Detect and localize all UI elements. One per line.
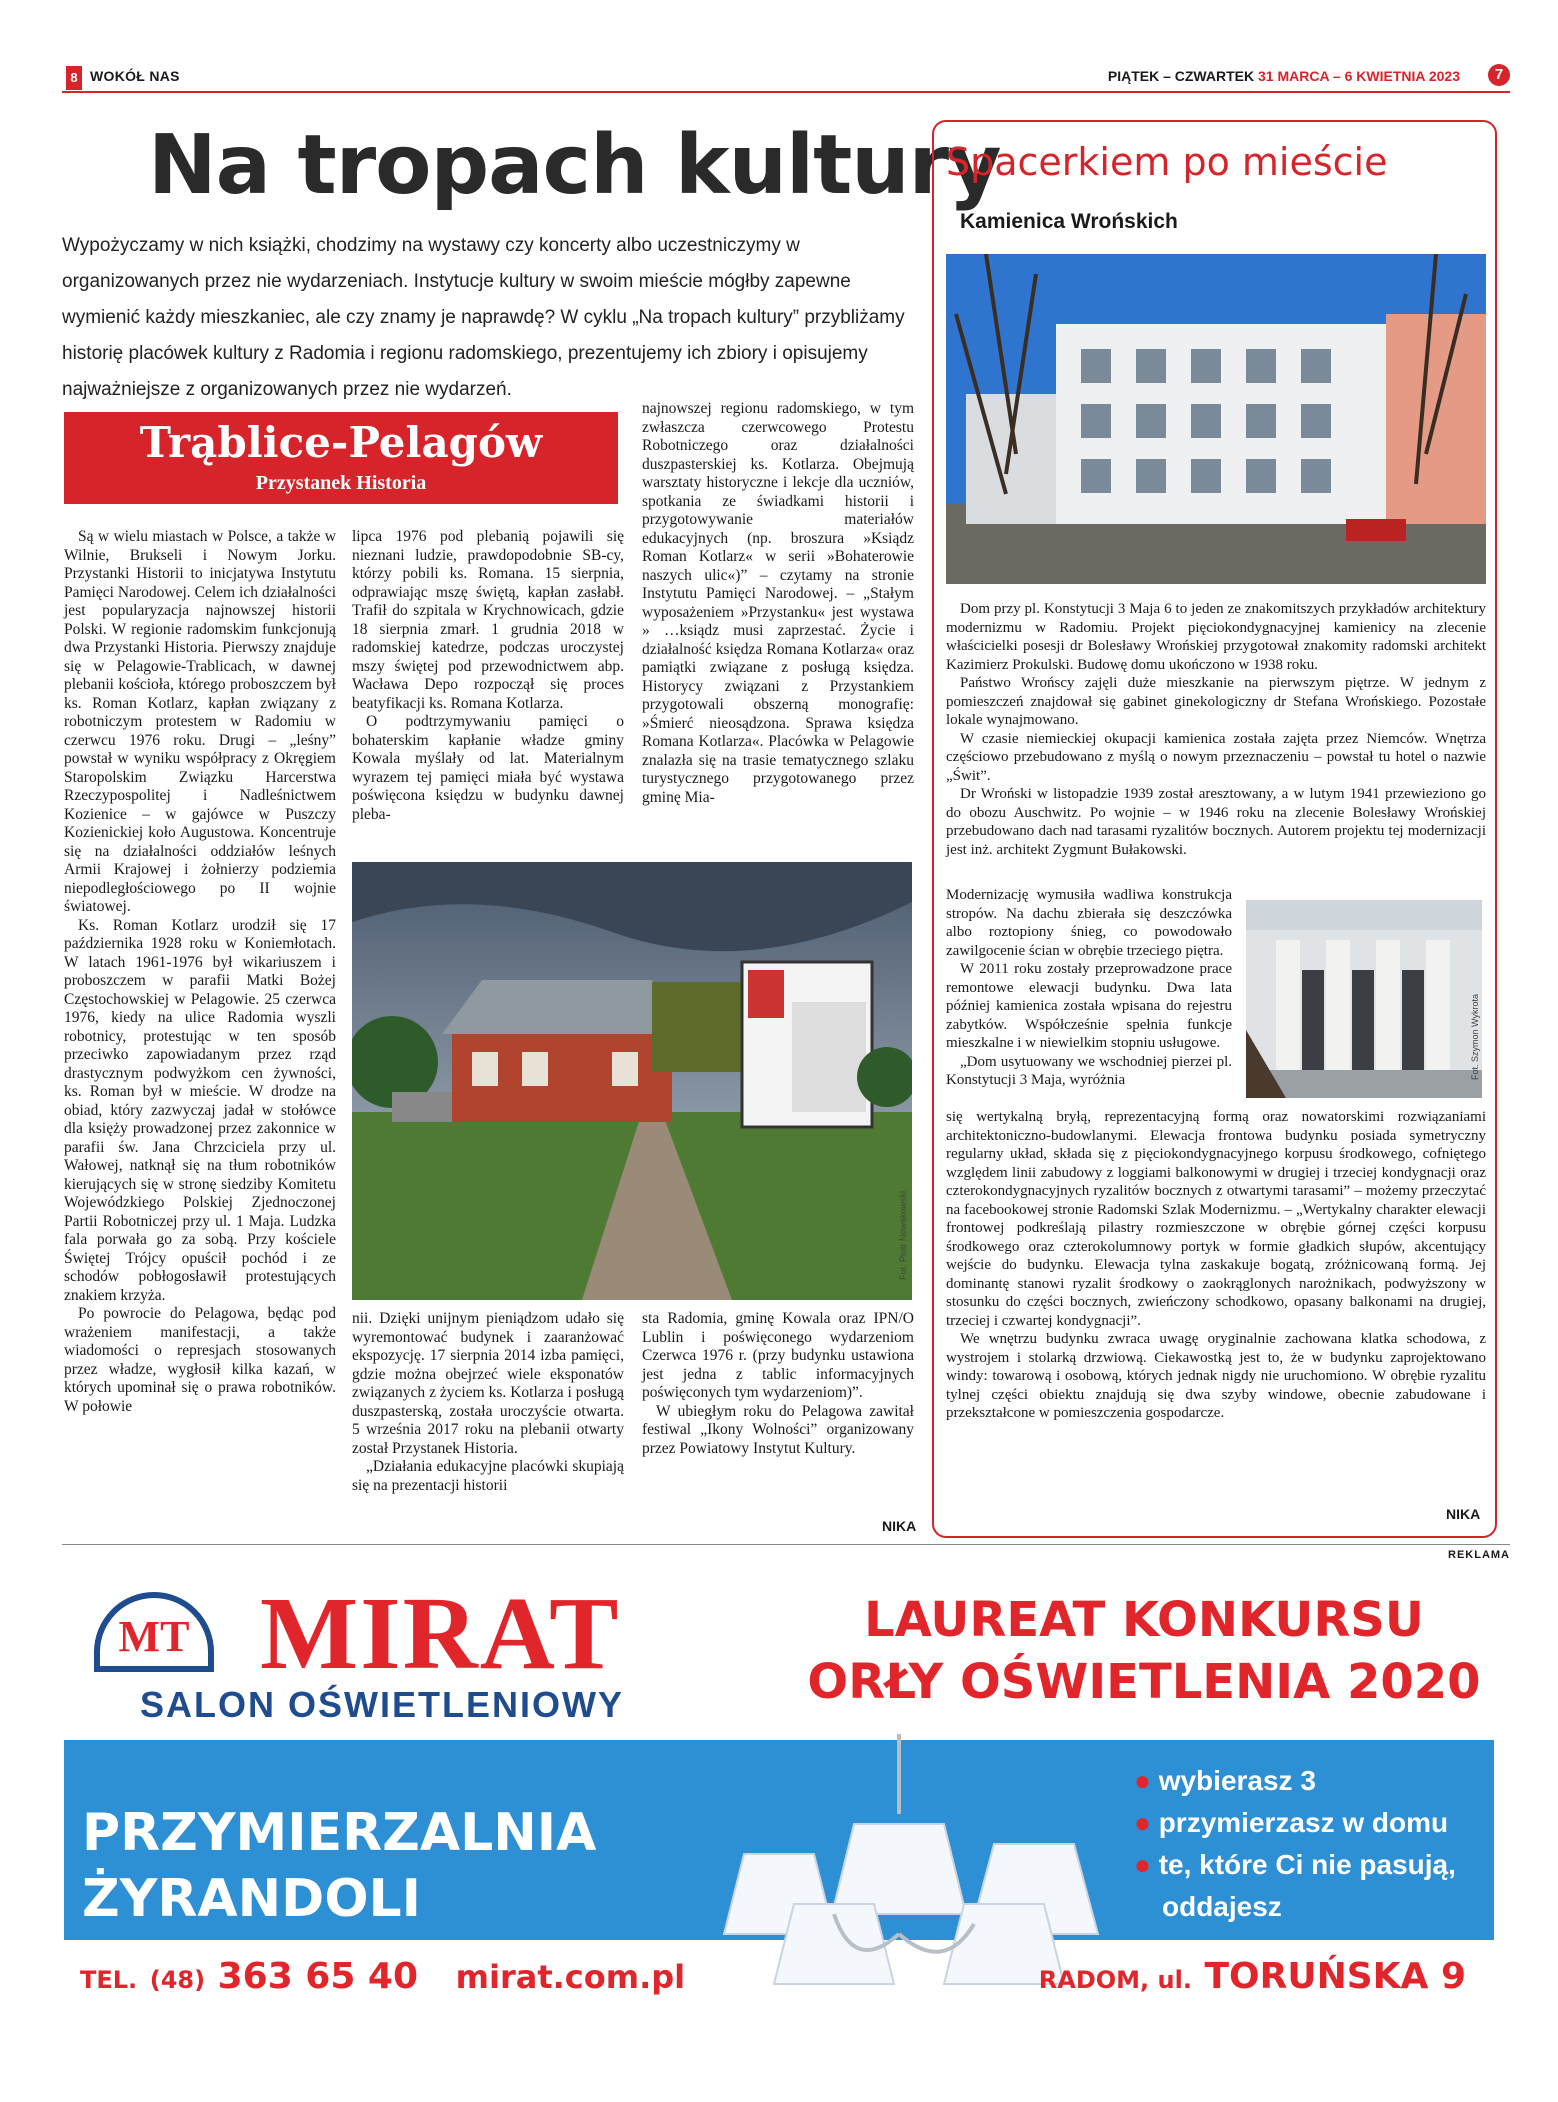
mirat-advert: [64, 1574, 1494, 2006]
article-column-2-top: [352, 528, 624, 824]
page-number: 8: [66, 66, 82, 90]
page-headline: Na tropach kultury: [148, 118, 1001, 213]
mirat-logo: MT: [94, 1592, 214, 1672]
section-name: WOKÓŁ NAS: [90, 68, 180, 84]
article-column-3-bottom: [642, 1310, 914, 1458]
sidebar-paragraph: We wnętrzu budynku zwraca uwagę oryginalnie zachowana klatka schodowa, z wystrojem i stolarką drzwiową. Ciekawostką jest to, że w budynku zaprojektowano windy: towarową i osobową, których jednak nigdy nie uruchomiono. W obrębie ryzalitu tylnej części obiektu znajdują się dwa szyby windowe, obecnie zabudowane i przekształcone w pomieszczenia gospodarcze.: [946, 1331, 1486, 1421]
date-range: 31 MARCA – 6 KWIETNIA 2023: [1257, 68, 1460, 84]
article-paragraph: Ks. Roman Kotlarz urodził się 17 października 1928 roku w Koniemłotach. W latach 1961-1976 był wikariuszem i proboszczem w parafii Matki Bożej Częstochowskiej w Pelagowie. 25 czerwca 1976, kiedy na ulice Radomia wyszli robotnicy, protestując w ten sposób przeciwko zapowiadanym przez rząd drastycznym podwyżkom cen żywności, ks. Roman był w mieście. W drodze na obiad, który zazwyczaj jadał w stołówce dla księży prowadzonej przez zakonnice w parafii św. Jana Chrzciciela przy ul. Wałowej, natknął się na tłum robotników kierujących się w stronę siedziby Komitetu Wojewódzkiego Polskiej Zjednoczonej Partii Robotniczej przy ul. 1 Maja. Ludzka fala porwała go za sobą. Przy kościele Świętej Trójcy opuścił pochód i ze schodów pobłogosławił protestujących znakiem krzyża.: [64, 916, 336, 1304]
article-column-1: [64, 528, 336, 1416]
article-paragraph: „Działania edukacyjne placówki skupiają się na prezentacji historii: [352, 1458, 624, 1494]
headline-line-2: ŻYRANDOLI: [82, 1869, 422, 1929]
award-line-2: ORŁY OŚWIETLENIA 2020: [807, 1654, 1481, 1710]
sidebar-text-bottom: [946, 1108, 1486, 1423]
sidebar-paragraph: „Dom usytuowany we wschodniej pierzei pl. Konstytucji 3 Maja, wyróżnia: [946, 1053, 1232, 1088]
advert-bullets: [1134, 1760, 1456, 1928]
bullet-item: [1134, 1886, 1456, 1928]
sidebar-paragraph: Dr Wroński w listopadzie 1939 został aresztowany, a w lutym 1941 przewieziono go do obozu Auschwitz. Po wojnie – w 1946 roku na zlecenie Bolesławy Wrońskiej przebudowano dach nad tarasami ryzalitów bocznych. Autorem projektu tej modernizacji jest inż. architekt Zygmunt Bułakowski.: [946, 786, 1486, 858]
address-street: TORUŃSKA 9: [1204, 1956, 1466, 1997]
sidebar-text-middle: [946, 886, 1232, 1090]
bullet-text: te, które Ci nie pasują,: [1158, 1849, 1456, 1880]
kamienica-entrance-photo: [1246, 900, 1482, 1098]
article-paragraph: O podtrzymywaniu pamięci o bohaterskim kapłanie władze gminy Kowala myślały od lat. Materialnym wyrazem tej pamięci miała być wystawa poświęcona księdzu w budynku dawnej pleba-: [352, 713, 624, 823]
bullet-text: oddajesz: [1162, 1891, 1282, 1922]
tel-prefix: TEL.: [80, 1966, 138, 1994]
advert-contact: [80, 1956, 685, 1997]
sidebar-paragraph: Dom przy pl. Konstytucji 3 Maja 6 to jeden ze znakomitszych przykładów architektury modernizmu w Radomiu. Projekt pięciokondygnacyjnej kamienicy na zlecenie właścicielki posesji dr Bolesławy Wrońskiej przygotował znakomity radomski architekt Kazimierz Prokulski. Budowę domu ukończono w 1938 roku.: [946, 601, 1486, 673]
advert-headline: [82, 1800, 596, 1932]
entrance-photo-image: [1246, 900, 1482, 1098]
article-subtitle: Przystanek Historia: [255, 472, 427, 494]
address-prefix: RADOM, ul.: [1038, 1966, 1192, 1994]
article-title: Trąblice-Pelagów: [139, 418, 543, 467]
bullet-item: ● przymierzasz w domu: [1134, 1807, 1449, 1838]
article-paragraph: sta Radomia, gminę Kowala oraz IPN/O Lublin i poświęconego wydarzeniom Czerwca 1976 r. (przy budynku ustawiona jest jedna z tablic informacyjnych poświęconych tym wydarzeniom)”.: [642, 1310, 914, 1401]
advert-address: [1039, 1956, 1466, 1997]
website: mirat.com.pl: [455, 1958, 686, 1996]
article-column-2-bottom: [352, 1310, 624, 1495]
kamienica-photo: [946, 254, 1486, 584]
article-paragraph: lipca 1976 pod plebanią pojawili się nieznani ludzie, prawdopodobnie SB-cy, którzy pobili ks. Romana. 15 sierpnia, odprawiając mszę świętą, kapłan zasłabł. Trafił do szpitala w Krychnowicach, gdzie 18 sierpnia zmarł. 1 grudnia 2018 w radomskiej katedrze, podczas uroczystej mszy świętej pod przewodnictwem abp. Wacława Depo rozpoczął się proces beatyfikacji ks. Romana Kotlarza.: [352, 528, 624, 712]
date-prefix: PIĄTEK – CZWARTEK: [1107, 68, 1258, 84]
award-line-1: LAUREAT KONKURSU: [864, 1592, 1424, 1648]
sidebar-paragraph: W 2011 roku zostały przeprowadzone prace remontowe elewacji budynku. Dwa lata później kamienica została wpisana do rejestru zabytków. Współcześnie spełnia funkcje mieszkalne i w niewielkim stopniu usługowe.: [946, 961, 1232, 1051]
article-paragraph: Są w wielu miastach w Polsce, a także w Wilnie, Brukseli i Nowym Jorku. Przystanki Historii to inicjatywa Instytutu Pamięci Narodowej. Celem ich działalności jest popularyzacja najnowszej historii Polski. W regionie radomskim funkcjonują dwa Przystanki Historia. Pierwszy znajduje się w Pelagowie-Trablicach, w dawnej plebanii kościoła, którego proboszczem był ks. Roman Kotlarz, kapłan związany z robotniczym protestem w Radomiu w czerwcu 1976 roku. Drugi – „leśny” powstał w wyniku współpracy z Okręgiem Staropolskim Związku Harcerstwa Rzeczypospolitej i Nadleśnictwem Kozienice – w gajówce w Puszczy Kozienickiej koło Augustowa. Koncentruje się na działalności oddziałów leśnych Armii Krajowej i żołnierzy podziemia niepodległościowego po II wojnie światowej.: [64, 528, 336, 915]
article-paragraph: W ubiegłym roku do Pelagowa zawitał festiwal „Ikony Wolności” organizowany przez Powiatowy Instytut Kultury.: [642, 1402, 914, 1457]
advert-rule: [62, 1544, 1510, 1545]
tel-area: (48): [149, 1966, 206, 1994]
sidebar-subtitle: Kamienica Wrońskich: [960, 210, 1178, 233]
kamienica-photo-image: [946, 254, 1486, 584]
header-rule: [62, 91, 1510, 93]
bullet-item: ● te, które Ci nie pasują,: [1134, 1849, 1456, 1880]
article-paragraph: Po powrocie do Pelagowa, będąc pod wrażeniem manifestacji, a także wiadomości o represjach stosowanych przez władze, wygłosił kilka kazań, w których upominał się o prawa robotników. W połowie: [64, 1305, 336, 1415]
sidebar-text-top: [946, 600, 1486, 859]
issue-date: [1108, 68, 1460, 84]
lead-paragraph: Wypożyczamy w nich książki, chodzimy na wystawy czy koncerty albo uczestniczymy w organizowanych przez nie wydarzeniach. Instytucje kultury w swoim mieście mógłby zapewne wymienić każdy mieszkaniec, ale czy znamy je naprawdę? W cyklu „Na tropach kultury” przybliżamy historię placówek kultury z Radomia i regionu radomskiego, prezentujemy ich zbiory i opisujemy najważniejsze z organizowanych przez nie wydarzeń.: [62, 235, 905, 400]
article-paragraph: nii. Dzięki unijnym pieniądzom udało się wyremontować budynek i zaaranżować ekspozycję. 17 sierpnia 2014 izba pamięci, gdzie można obejrzeć wiele eksponatów związanych z życiem ks. Kotlarza i posługą duszpasterską, została uroczyście otwarta. 5 września 2017 roku na plebanii otwarty został Przystanek Historia.: [352, 1310, 624, 1457]
sidebar-paragraph: Państwo Wrońscy zajęli duże mieszkanie na pierwszym piętrze. W jednym z pomieszczeń znajdował się gabinet ginekologiczny dr Stefana Wrońskiego. Pozostałe lokale wynajmowano.: [946, 675, 1486, 728]
brand-tagline: SALON OŚWIETLENIOWY: [140, 1684, 624, 1725]
tel-number: 363 65 40: [217, 1956, 419, 1997]
article-paragraph: najnowszej regionu radomskiego, w tym zwłaszcza czerwcowego Protestu Robotniczego oraz działalności duszpasterskiej ks. Kotlarza. Obejmują warsztaty historyczne i lekcje dla uczniów, spotkania ze świadkami historii i przygotowywanie materiałów edukacyjnych (np. broszura »Ksiądz Roman Kotlarz« w serii »Bohaterowie naszych ulic«)” – czytamy na stronie Instytutu Pamięci Narodowej. – „Stałym wyposażeniem »Przystanku« jest wystawa » …ksiądz musi zaprzestać. Życie i działalność księdza Romana Kotlarza« oraz pamiątki związane z posługą księdza. Historycy związani z Przystankiem przygotowali obszerną monografię: »Śmierć nieosądzona. Sprawa księdza Romana Kotlarza«. Placówka w Pelagowie znalazła się na trasie tematycznego szlaku turystycznego przygotowanego przez gminę Mia-: [642, 400, 914, 806]
plebania-photo-image: [352, 862, 912, 1300]
plebania-photo: [352, 862, 912, 1300]
newspaper-logo: 7: [1488, 64, 1510, 86]
brand-name: MIRAT: [260, 1576, 621, 1691]
bullet-text: wybierasz 3: [1158, 1765, 1316, 1796]
article-banner: [64, 412, 618, 504]
article-signature: NIKA: [882, 1518, 917, 1534]
sidebar-photo-credit: Fot. Szymon Wykrota: [1470, 994, 1480, 1080]
sidebar-paragraph: się wertykalną bryłą, reprezentacyjną formą oraz nowatorskimi rozwiązaniami architektoniczno-budowlanymi. Elewacja frontowa budynku posiada symetryczny regularny układ, składa się z pięciokondygnacyjnego korpusu środkowego, cofniętego względem linii zabudowy z loggiami balkonowymi w drugiej i trzeciej kondygnacji oraz czterokondygnacyjnych ryzalitów bocznych z otwartymi tarasami” – możemy przeczytać na facebookowej stronie Radomski Szlak Modernizmu. – „Wertykalny charakter elewacji frontowej podkreślają pilastry rozmieszczone w obrębie górnej części korpusu środkowego oraz czterokolumnowy portyk w formie gładkich słupów, akcentujący wejście do budynku. Elewacja tylna zaskakuje bogatą, zróżnicowaną formą. Jej dominantę stanowi ryzalit środkowy o zaokrąglonych narożnikach, podwyższony w stosunku do części bocznych, zwieńczony schodkowo, opasany balkonami na drugiej, trzeciej i czwartej kondygnacji”.: [946, 1109, 1486, 1329]
advert-label: REKLAMA: [1448, 1549, 1510, 1561]
bullet-item: ● wybierasz 3: [1134, 1765, 1316, 1796]
sidebar-title: Spacerkiem po mieście: [946, 140, 1388, 184]
sidebar-signature: NIKA: [1446, 1506, 1481, 1522]
article-column-3-top: [642, 400, 914, 807]
headline-line-1: PRZYMIERZALNIA: [82, 1803, 597, 1863]
sidebar-paragraph: Modernizację wymusiła wadliwa konstrukcja stropów. Na dachu zbierała się deszczówka albo roztopiony śnieg, co powodowało zawilgocenie ścian w obrębie trzeciego piętra.: [946, 887, 1232, 959]
photo-credit: Fot. Piotr Nowakowski: [898, 1190, 908, 1280]
bullet-text: przymierzasz w domu: [1158, 1807, 1449, 1838]
sidebar-paragraph: W czasie niemieckiej okupacji kamienica została zajęta przez Niemców. Wnętrza częściowo przebudowano z myślą o nowym przeznaczeniu – powstał tu hotel o nazwie „Świt”.: [946, 730, 1486, 784]
